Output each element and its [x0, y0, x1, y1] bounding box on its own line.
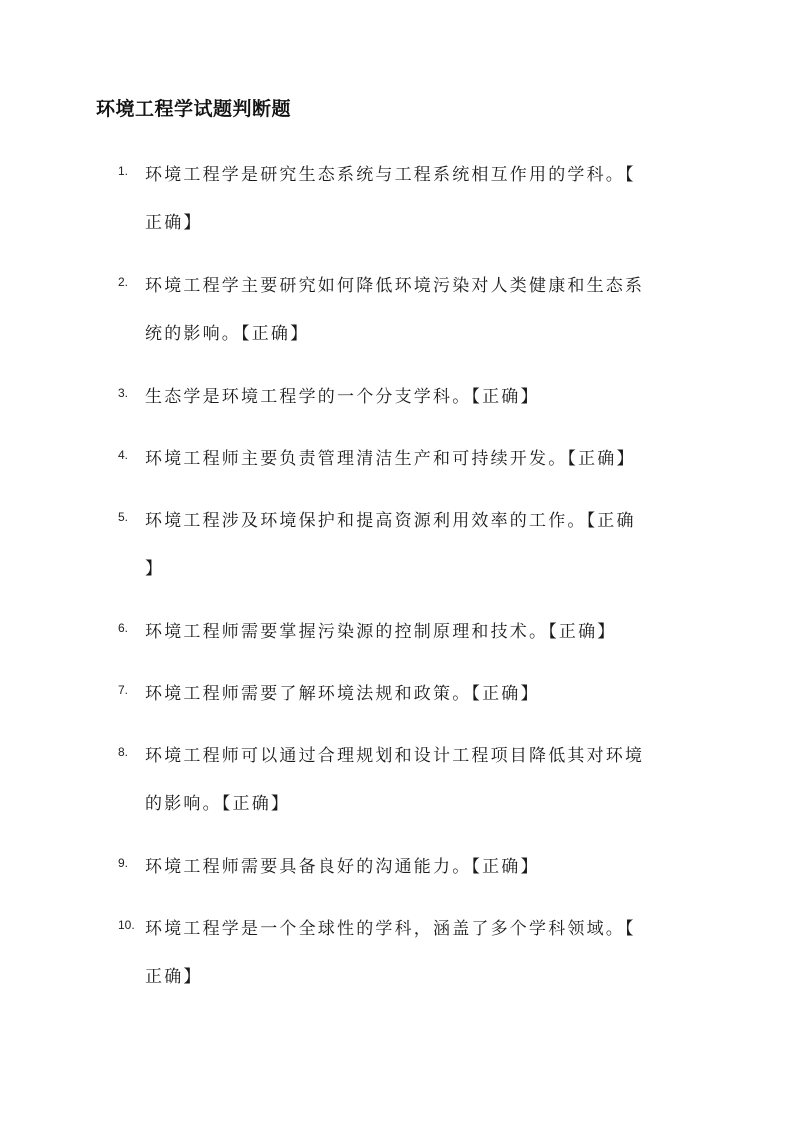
question-text-line: 环境工程学是一个全球性的学科，涵盖了多个学科领域。【 [145, 919, 636, 939]
question-number: 9. [118, 856, 129, 870]
question-text-line: 环境工程师可以通过合理规划和设计工程项目降低其对环境 [145, 746, 645, 766]
question-number: 3. [118, 386, 129, 400]
question-number: 1. [118, 164, 129, 178]
question-text [145, 151, 690, 247]
question-text [145, 373, 690, 421]
question-number: 7. [118, 683, 129, 697]
question-text [145, 608, 690, 656]
question-number: 2. [118, 275, 129, 289]
question-number: 6. [118, 621, 129, 635]
question-text-line: 的影响。【正确】 [145, 794, 291, 814]
question-text [145, 670, 690, 718]
question-text-line: 环境工程师主要负责管理清洁生产和可持续开发。【正确】 [145, 449, 636, 469]
question-text-line: 环境工程师需要了解环境法规和政策。【正确】 [145, 684, 540, 704]
question-text-line: 正确】 [145, 967, 203, 987]
question-text-line: 环境工程学是研究生态系统与工程系统相互作用的学科。【 [145, 165, 636, 185]
question-text [145, 905, 690, 1001]
question-number: 4. [118, 448, 129, 462]
question-text [145, 262, 690, 358]
question-text-line: 环境工程涉及环境保护和提高资源利用效率的工作。【正确 [145, 511, 636, 531]
question-text-line: 统的影响。【正确】 [145, 324, 310, 344]
document-title: 环境工程学试题判断题 [96, 98, 292, 120]
question-text-line: 环境工程学主要研究如何降低环境污染对人类健康和生态系 [145, 276, 645, 296]
question-text-line: 环境工程师需要掌握污染源的控制原理和技术。【正确】 [145, 622, 617, 642]
question-text [145, 497, 690, 593]
question-text [145, 732, 690, 828]
question-text [145, 435, 690, 483]
question-text [145, 843, 690, 891]
question-number: 10. [118, 918, 135, 932]
question-number: 5. [118, 510, 129, 524]
question-text-line: 生态学是环境工程学的一个分支学科。【正确】 [145, 387, 540, 407]
question-text-line: 正确】 [145, 213, 203, 233]
question-text-line: 环境工程师需要具备良好的沟通能力。【正确】 [145, 857, 540, 877]
question-number: 8. [118, 745, 129, 759]
question-text-line: 】 [145, 559, 165, 579]
